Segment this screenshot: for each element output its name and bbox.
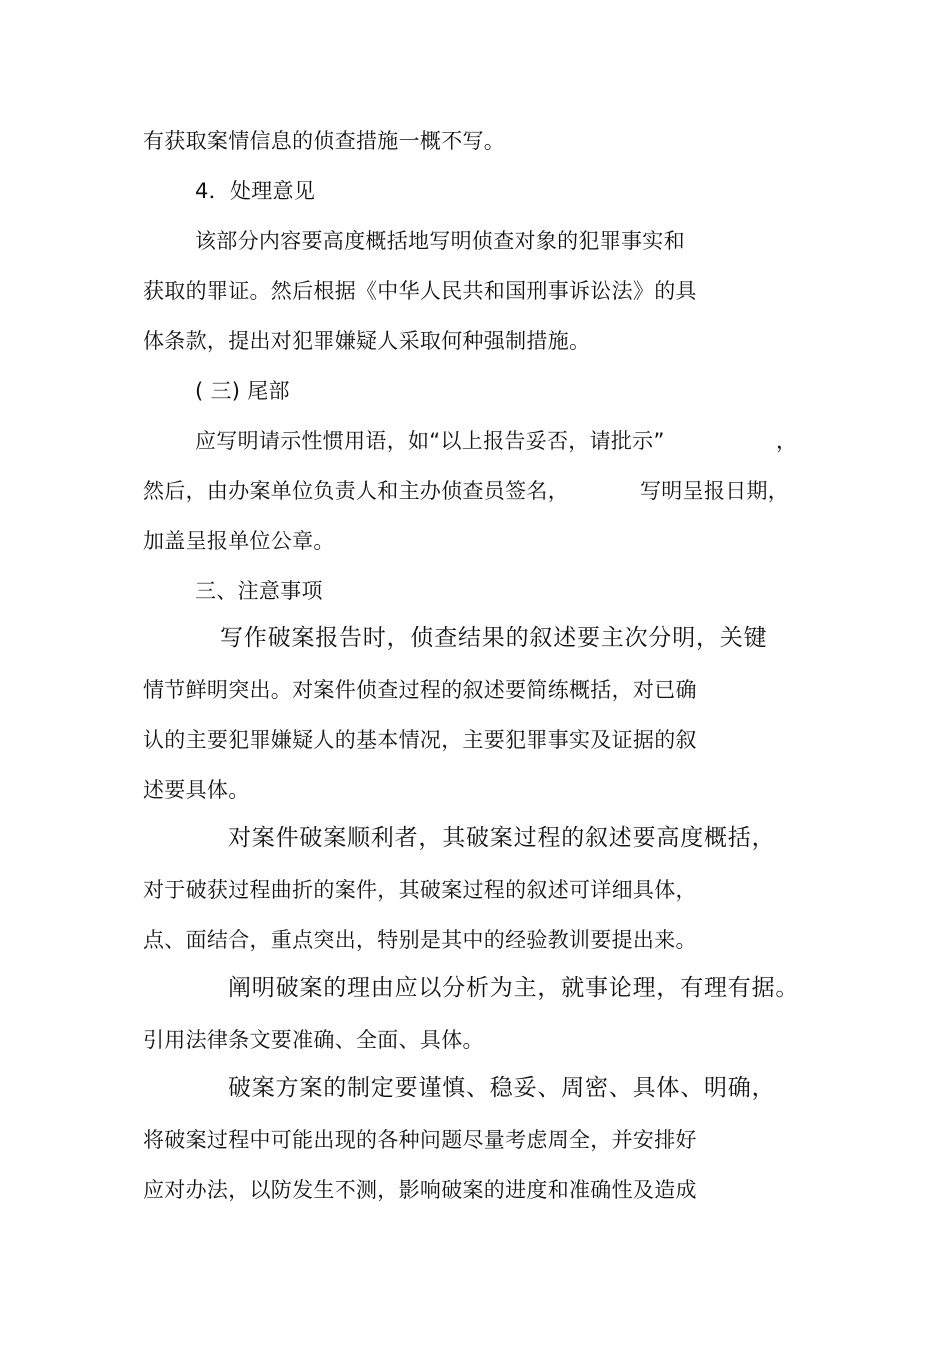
paragraph-line: 获取的罪证。然后根据《中华人民共和国刑事诉讼法》的具 xyxy=(143,279,697,303)
paragraph-line: 对案件破案顺利者，其破案过程的叙述要高度概括， xyxy=(228,825,776,851)
paragraph-line: 破案方案的制定要谨慎、稳妥、周密、具体、明确， xyxy=(228,1075,776,1101)
paragraph-line: 该部分内容要高度概括地写明侦查对象的犯罪事实和 xyxy=(195,229,685,253)
paragraph-line: 然后，由办案单位负责人和主办侦查员签名， xyxy=(143,479,569,503)
paragraph-line: 写作破案报告时，侦查结果的叙述要主次分明，关键 xyxy=(220,625,768,651)
paragraph-line-segment: 写明呈报日期， xyxy=(640,479,790,503)
paragraph-line: 阐明破案的理由应以分析为主，就事论理，有理有据。 xyxy=(228,975,800,1001)
paragraph-line: 将破案过程中可能出现的各种问题尽量考虑周全，并安排好 xyxy=(143,1128,697,1152)
section-heading-tail: ( 三) 尾部 xyxy=(195,379,290,403)
paragraph-line: 述要具体。 xyxy=(143,778,250,802)
paragraph-line: 有获取案情信息的侦查措施一概不写。 xyxy=(143,129,506,153)
trailing-comma: ， xyxy=(776,429,798,453)
section-heading-notes: 三、注意事项 xyxy=(195,579,323,603)
paragraph-line: 点、面结合，重点突出，特别是其中的经验教训要提出来。 xyxy=(143,928,697,952)
section-heading-4: 4．处理意见 xyxy=(195,179,316,203)
paragraph-line: 应写明请示性惯用语，如“以上报告妥否，请批示” xyxy=(195,429,665,453)
paragraph-line: 应对办法，以防发生不测，影响破案的进度和准确性及造成 xyxy=(143,1178,697,1202)
paragraph-line: 情节鲜明突出。对案件侦查过程的叙述要简练概括，对已确 xyxy=(143,678,697,702)
paragraph-line: 对于破获过程曲折的案件，其破案过程的叙述可详细具体， xyxy=(143,878,697,902)
paragraph-line: 认的主要犯罪嫌疑人的基本情况，主要犯罪事实及证据的叙 xyxy=(143,728,697,752)
paragraph-line: 引用法律条文要准确、全面、具体。 xyxy=(143,1028,484,1052)
paragraph-line: 加盖呈报单位公章。 xyxy=(143,529,335,553)
paragraph-line: 体条款，提出对犯罪嫌疑人采取何种强制措施。 xyxy=(143,329,591,353)
